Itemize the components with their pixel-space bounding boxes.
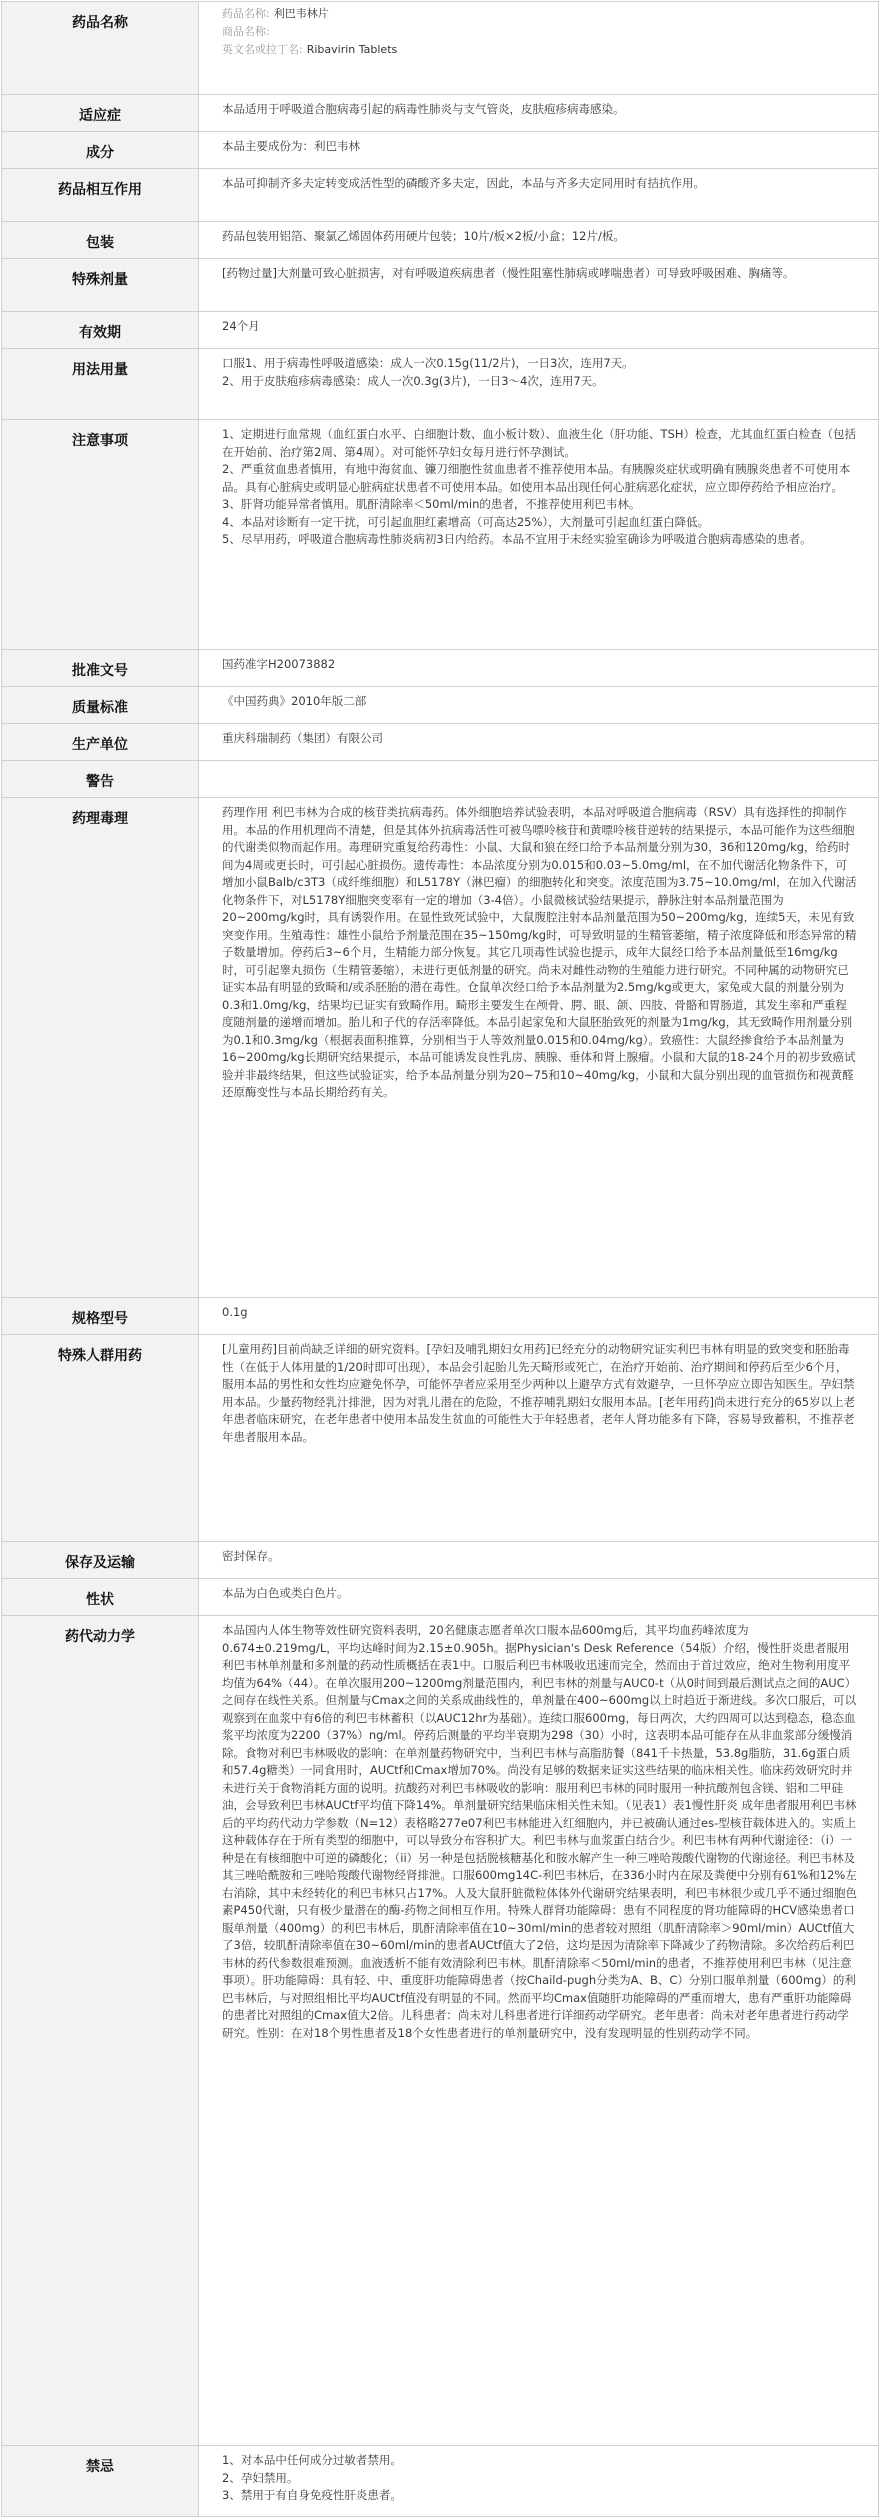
dosage-line: 口服1、用于病毒性呼吸道感染：成人一次0.15g(11/2片)，一日3次，连用7天。: [222, 356, 634, 370]
row-contraindications: [2, 2446, 879, 2517]
content-precautions: [199, 420, 879, 650]
content-properties: 本品为白色或类白色片。: [199, 1579, 879, 1616]
english-name-value: Ribavirin Tablets: [306, 43, 398, 56]
label-contraindications: 禁忌: [2, 2446, 199, 2517]
row-dosage: [2, 349, 879, 420]
label-manufacturer: 生产单位: [2, 724, 199, 761]
row-storage: [2, 1542, 879, 1579]
content-approval: 国药准字H20073882: [199, 650, 879, 687]
label-pharmacokinetics: 药代动力学: [2, 1616, 199, 2446]
row-drug-name: [2, 2, 879, 95]
content-standard: 《中国药典》2010年版二部: [199, 687, 879, 724]
content-warning: [199, 761, 879, 798]
content-storage: 密封保存。: [199, 1542, 879, 1579]
generic-name-line: [222, 5, 858, 23]
row-approval: [2, 650, 879, 687]
label-composition: 成分: [2, 132, 199, 169]
precaution-item: 3、肝肾功能异常者慎用。肌酐清除率＜50ml/min的患者，不推荐使用利巴韦林。: [222, 497, 641, 511]
content-composition: 本品主要成份为：利巴韦林: [199, 132, 879, 169]
label-validity: 有效期: [2, 312, 199, 349]
row-properties: [2, 1579, 879, 1616]
label-package: 包装: [2, 222, 199, 259]
content-interaction: 本品可抑制齐多夫定转变成活性型的磷酸齐多夫定，因此，本品与齐多夫定同用时有拮抗作用。: [199, 169, 879, 222]
label-precautions: 注意事项: [2, 420, 199, 650]
trade-name-value: [270, 25, 274, 38]
content-package: 药品包装用铝箔、聚氯乙烯固体药用硬片包装；10片/板×2板/小盒；12片/板。: [199, 222, 879, 259]
content-indication: 本品适用于呼吸道合胞病毒引起的病毒性肺炎与支气管炎，皮肤疱疹病毒感染。: [199, 95, 879, 132]
content-validity: 24个月: [199, 312, 879, 349]
row-overdose: [2, 259, 879, 312]
precaution-item: 1、定期进行血常规（血红蛋白水平、白细胞计数、血小板计数）、血液生化（肝功能、TSH）检查，尤其血红蛋白检查（包括在开始前、治疗第2周、第4周）。对可能怀孕妇女每月进行怀孕测试。: [222, 427, 857, 459]
row-precautions: [2, 420, 879, 650]
content-spec: 0.1g: [199, 1298, 879, 1335]
contraindication-item: 3、禁用于有自身免疫性肝炎患者。: [222, 2488, 402, 2502]
row-special-population: [2, 1335, 879, 1542]
contraindication-item: 1、对本品中任何成分过敏者禁用。: [222, 2453, 402, 2467]
label-special-population: 特殊人群用药: [2, 1335, 199, 1542]
trade-name-key: 商品名称:: [222, 25, 270, 38]
english-name-line: [222, 41, 858, 59]
row-standard: [2, 687, 879, 724]
content-drug-name: [199, 2, 879, 95]
label-warning: 警告: [2, 761, 199, 798]
row-spec: [2, 1298, 879, 1335]
content-contraindications: [199, 2446, 879, 2517]
label-overdose: 特殊剂量: [2, 259, 199, 312]
content-toxicology: 药理作用 利巴韦林为合成的核苷类抗病毒药。体外细胞培养试验表明，本品对呼吸道合胞病毒（RSV）具有选择性的抑制作用。本品的作用机理尚不清楚，但是其体外抗病毒活性可被鸟嘌呤核苷和黄嘌呤核苷逆转的结果提示，本品可能作为这些细胞的代谢类似物而起作用。毒理研究重复给药毒性：小鼠、大鼠和狼在经口给予本品剂量分别为30，36和120mg/kg，给药时间为4周或更长时，可引起心脏损伤。遗传毒性：本品浓度分别为0.015和0.03~5.0mg/ml，在不加代谢活化物条件下，可增加小鼠Balb/c3T3（成纤维细胞）和L5178Y（淋巴瘤）的细胞转化和突变。浓度范围为3.75~10.0mg/ml，在加入代谢活化物条件下，对L5178Y细胞突变率有一定的增加（3-4倍）。小鼠微核试验结果提示，静脉注射本品剂量范围为20~200mg/kg时，具有诱裂作用。在显性致死试验中，大鼠腹腔注射本品剂量范围为50~200mg/kg，连续5天，未见有致突变作用。生殖毒性：雄性小鼠给予剂量范围在35~150mg/kg时，可导致明显的生精管萎缩，精子浓度降低和形态异常的精子数量增加。停药后3~6个月，生精能力部分恢复。其它几项毒性试验也提示，成年大鼠经口给予本品剂量低至16mg/kg时，可引起睾丸损伤（生精管萎缩），未进行更低剂量的研究。尚未对雌性动物的生殖能力进行研究。不同种属的动物研究已证实本品有明显的致畸和/或杀胚胎的潜在毒性。仓鼠单次经口给予本品剂量为2.5mg/kg或更大，家兔或大鼠的剂量分别为0.3和1.0mg/kg，结果均已证实有致畸作用。畸形主要发生在颅骨、腭、眼、颌、四肢、骨骼和胃肠道，其发生率和严重程度随剂量的递增而增加。胎儿和子代的存活率降低。本品引起家兔和大鼠胚胎致死的剂量为1mg/kg，其无致畸作用剂量分别为0.1和0.3mg/kg（根据表面积推算，分别相当于人等效剂量0.015和0.04mg/kg）。致癌性：大鼠经掺食给予本品剂量为16~200mg/kg长期研究结果提示，本品可能诱发良性乳房、胰腺、垂体和肾上腺瘤。小鼠和大鼠的18-24个月的初步致癌试验并非最终结果，但这些试验证实，给予本品剂量分别为20~75和10~40mg/kg，小鼠和大鼠分别出现的血管损伤和视黄醛还原酶变性与本品长期给药有关。: [199, 798, 879, 1298]
trade-name-line: [222, 23, 858, 41]
label-standard: 质量标准: [2, 687, 199, 724]
content-overdose: [药物过量]大剂量可致心脏损害，对有呼吸道疾病患者（慢性阻塞性肺病或哮喘患者）可导致呼吸困难、胸痛等。: [199, 259, 879, 312]
contraindication-item: 2、孕妇禁用。: [222, 2470, 299, 2485]
drug-info-table: [1, 1, 879, 2517]
label-indication: 适应症: [2, 95, 199, 132]
row-package: [2, 222, 879, 259]
row-indication: [2, 95, 879, 132]
dosage-line: 2、用于皮肤疱疹病毒感染：成人一次0.3g(3片)，一日3～4次，连用7天。: [222, 373, 604, 388]
content-manufacturer: 重庆科瑞制药（集团）有限公司: [199, 724, 879, 761]
row-manufacturer: [2, 724, 879, 761]
row-warning: [2, 761, 879, 798]
row-composition: [2, 132, 879, 169]
row-validity: [2, 312, 879, 349]
label-toxicology: 药理毒理: [2, 798, 199, 1298]
precaution-item: 2、严重贫血患者慎用，有地中海贫血、镰刀细胞性贫血患者不推荐使用本品。有胰腺炎症状或明确有胰腺炎患者不可使用本品。具有心脏病史或明显心脏病症状患者不可使用本品。如使用本品出现任何心脏病恶化症状，应立即停药给予相应治疗。: [222, 462, 851, 494]
content-special-population: [儿童用药]目前尚缺乏详细的研究资料。[孕妇及哺乳期妇女用药]已经充分的动物研究证实利巴韦林有明显的致突变和胚胎毒性（在低于人体用量的1/20时即可出现），本品会引起胎儿先天畸形或死亡，在治疗开始前、治疗期间和停药后至少6个月，服用本品的男性和女性均应避免怀孕，可能怀孕者应采用至少两种以上避孕方式有效避孕，一旦怀孕应立即告知医生。孕妇禁用本品。少量药物经乳汁排泄，因为对乳儿潜在的危险，不推荐哺乳期妇女服用本品。[老年用药]尚未进行充分的65岁以上老年患者临床研究，在老年患者中使用本品发生贫血的可能性大于年轻患者，老年人肾功能多有下降，容易导致蓄积，不推荐老年患者服用本品。: [199, 1335, 879, 1542]
row-toxicology: [2, 798, 879, 1298]
content-pharmacokinetics: 本品国内人体生物等效性研究资料表明，20名健康志愿者单次口服本品600mg后，其平均血药峰浓度为0.674±0.219mg/L，平均达峰时间为2.15±0.905h。据Physician's Desk Reference（54版）介绍，慢性肝炎患者服用利巴韦林单剂量和多剂量的药动性质概括在表1中。口服后利巴韦林吸收迅速而完全，然而由于首过效应，绝对生物利用度平均值为64%（44）。在单次服用200~1200mg剂量范围内，利巴韦林的剂量与AUC0-t（从0时间到最后测试点之间的AUC）之间存在线性关系。但剂量与Cmax之间的关系成曲线性的，单剂量在400~600mg以上时趋近于渐进线。多次口服后，可以观察到在血浆中有6倍的利巴韦林蓄积（以AUC12hr为基础）。连续口服600mg，每日两次，大约四周可以达到稳态，稳态血浆平均浓度为2200（37%）ng/ml。停药后测量的平均半衰期为298（30）小时，这表明本品可能存在从非血浆部分缓慢消除。食物对利巴韦林吸收的影响：在单剂量药物研究中，当利巴韦林与高脂肪餐（841千卡热量，53.8g脂肪，31.6g蛋白质和57.4g糖类）一同食用时，AUCtf和Cmax增加70%。尚没有足够的数据来证实这些结果的临床相关性。临床药效研究时并未进行关于食物消耗方面的说明。抗酸药对利巴韦林吸收的影响：服用利巴韦林的同时服用一种抗酸剂包含镁、铝和二甲硅油，会导致利巴韦林AUCtf平均值下降14%。单剂量研究结果临床相关性未知。（见表1）表1慢性肝炎 成年患者服用利巴韦林后的平均药代动力学参数（N=12）表格略277e07利巴韦林能进入红细胞内，并已被确认通过es-型核苷载体进入的。实质上这种载体存在于所有类型的细胞中，可以导致分布容积扩大。利巴韦林与血浆蛋白结合少。利巴韦林有两种代谢途径：（i）一种是在有核细胞中可逆的磷酸化；（ii）另一种是包括脱核糖基化和胺水解产生一种三唑哈羧酸代谢物的代谢途径。利巴韦林及其三唑哈酰胺和三唑哈羧酸代谢物经肾排泄。口服600mg14C-利巴韦林后，在336小时内在尿及粪便中分别有61%和12%左右消除，其中未经转化的利巴韦林只占17%。人及大鼠肝脏微粒体体外代谢研究结果表明，利巴韦林很少或几乎不通过细胞色素P450代谢，只有极少量潜在的酶-药物之间相互作用。特殊人群肾功能障碍：患有不同程度的肾功能障碍的HCV感染患者口服单剂量（400mg）的利巴韦林后，肌酐清除率值在10~30ml/min的患者较对照组（肌酐清除率＞90ml/min）AUCtf值大了3倍，较肌酐清除率值在30~60ml/min的患者AUCtf值大了2倍，这均是因为清除率下降减少了药物清除。多次给药后利巴韦林的药代参数很难预测。血液透析不能有效清除利巴韦林。肌酐清除率＜50ml/min的患者，不推荐使用利巴韦林（见注意事项）。肝功能障碍：具有轻、中、重度肝功能障碍患者（按Chaild-pugh分类为A、B、C）分别口服单剂量（600mg）的利巴韦林后，与对照组相比平均AUCtf值没有明显的不同。然而平均Cmax值随肝功能障碍的严重而增大，患有严重肝功能障碍的患者比对照组的Cmax值大2倍。儿科患者：尚未对儿科患者进行详细药动学研究。老年患者：尚未对老年患者进行药动学研究。性别：在对18个男性患者及18个女性患者进行的单剂量研究中，没有发现明显的性别药动学不同。: [199, 1616, 879, 2446]
precaution-item: 5、尽早用药，呼吸道合胞病毒性肺炎病初3日内给药。本品不宜用于未经实验室确诊为呼吸道合胞病毒感染的患者。: [222, 532, 812, 546]
label-dosage: 用法用量: [2, 349, 199, 420]
precaution-item: 4、本品对诊断有一定干扰，可引起血胆红素增高（可高达25%），大剂量可引起血红蛋白降低。: [222, 514, 710, 529]
label-approval: 批准文号: [2, 650, 199, 687]
label-properties: 性状: [2, 1579, 199, 1616]
content-dosage: [199, 349, 879, 420]
label-interaction: 药品相互作用: [2, 169, 199, 222]
label-drug-name: 药品名称: [2, 2, 199, 95]
row-interaction: [2, 169, 879, 222]
label-spec: 规格型号: [2, 1298, 199, 1335]
row-pharmacokinetics: [2, 1616, 879, 2446]
generic-name-key: 药品名称:: [222, 7, 270, 20]
generic-name-value: 利巴韦林片: [273, 7, 329, 20]
label-storage: 保存及运输: [2, 1542, 199, 1579]
english-name-key: 英文名或拉丁名:: [222, 43, 303, 56]
